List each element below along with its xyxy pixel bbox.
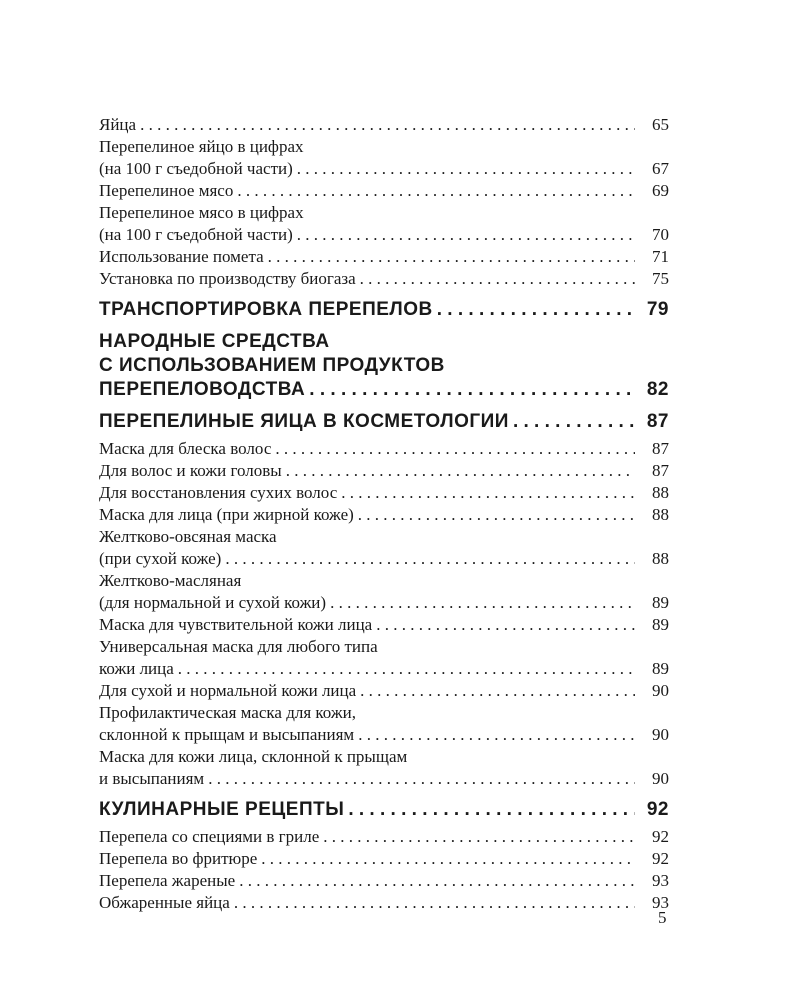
toc-line: [99, 548, 669, 570]
dot-leader: [178, 658, 635, 680]
dot-leader: [330, 592, 635, 614]
toc-entry[interactable]: [99, 570, 669, 614]
toc-entry-title-line: Маска для кожи лица, склонной к прыщам: [99, 747, 408, 766]
toc-page-number: 93: [635, 892, 669, 914]
dot-leader: [358, 724, 635, 746]
toc-entry-title: Перепелиное мясо: [99, 180, 237, 202]
dot-leader: [513, 410, 635, 434]
toc-page-number: 88: [635, 548, 669, 570]
toc-entry-title: Установка по производству биогаза: [99, 268, 360, 290]
toc-entry-title-line: Универсальная маска для любого типа: [99, 637, 378, 656]
dot-leader: [261, 848, 635, 870]
toc-entry-title: Для восстановления сухих волос: [99, 482, 341, 504]
toc-entry[interactable]: [99, 136, 669, 180]
toc-entry[interactable]: [99, 826, 669, 848]
toc-page-number: 93: [635, 870, 669, 892]
toc-line: [99, 504, 669, 526]
toc-entry-title: склонной к прыщам и высыпаниям: [99, 724, 358, 746]
toc-entry[interactable]: [99, 680, 669, 702]
toc-line: [99, 848, 669, 870]
dot-leader: [237, 180, 635, 202]
toc-page-number: 90: [635, 768, 669, 790]
toc-entry-title: Перепела со специями в гриле: [99, 826, 323, 848]
toc-entry-title: КУЛИНАРНЫЕ РЕЦЕПТЫ: [99, 798, 348, 822]
toc-line: [99, 614, 669, 636]
toc-line: [99, 658, 669, 680]
toc-entry-title-line: Профилактическая маска для кожи,: [99, 703, 356, 722]
toc-page-number: 69: [635, 180, 669, 202]
dot-leader: [297, 158, 635, 180]
dot-leader: [360, 680, 635, 702]
toc-entry-title: кожи лица: [99, 658, 178, 680]
dot-leader: [297, 224, 635, 246]
toc-entry-title: ТРАНСПОРТИРОВКА ПЕРЕПЕЛОВ: [99, 298, 437, 322]
toc-page-number: 79: [635, 298, 669, 322]
dot-leader: [275, 438, 635, 460]
toc-entry-title: Маска для лица (при жирной коже): [99, 504, 358, 526]
dot-leader: [358, 504, 635, 526]
toc-entry[interactable]: [99, 460, 669, 482]
toc-entry[interactable]: [99, 438, 669, 460]
toc-group-cooking: [99, 826, 669, 914]
dot-leader: [348, 798, 635, 822]
dot-leader: [225, 548, 635, 570]
toc-page-number: 89: [635, 658, 669, 680]
toc-entry[interactable]: [99, 614, 669, 636]
dot-leader: [309, 378, 635, 402]
toc-entry-title-line: Желтково-овсяная маска: [99, 527, 277, 546]
toc-line: [99, 680, 669, 702]
toc-entry[interactable]: [99, 636, 669, 680]
toc-page-number: 67: [635, 158, 669, 180]
toc-entry[interactable]: [99, 180, 669, 202]
dot-leader: [268, 246, 635, 268]
toc-entry-title-line: С ИСПОЛЬЗОВАНИЕМ ПРОДУКТОВ: [99, 355, 445, 376]
toc-section-folk-remedies[interactable]: [99, 330, 669, 402]
toc-line: [99, 268, 669, 290]
toc-section-cosmetology[interactable]: [99, 410, 669, 434]
toc-entry-title: ПЕРЕПЕЛОВОДСТВА: [99, 378, 309, 402]
table-of-contents: [99, 114, 669, 914]
toc-page-number: 82: [635, 378, 669, 402]
toc-entry[interactable]: [99, 202, 669, 246]
toc-entry-title: Яйца: [99, 114, 140, 136]
toc-entry-title-line: НАРОДНЫЕ СРЕДСТВА: [99, 331, 330, 352]
toc-section-cooking[interactable]: [99, 798, 669, 822]
toc-line: [99, 482, 669, 504]
toc-entry-title: (на 100 г съедобной части): [99, 158, 297, 180]
toc-line: [99, 180, 669, 202]
toc-entry-title: Маска для блеска волос: [99, 438, 275, 460]
dot-leader: [341, 482, 635, 504]
dot-leader: [140, 114, 635, 136]
page-number: 5: [658, 908, 667, 927]
toc-entry[interactable]: [99, 114, 669, 136]
toc-line: [99, 768, 669, 790]
dot-leader: [239, 870, 635, 892]
toc-line: [99, 870, 669, 892]
toc-entry-title: (на 100 г съедобной части): [99, 224, 297, 246]
toc-entry[interactable]: [99, 892, 669, 914]
dot-leader: [323, 826, 635, 848]
toc-entry-title: (для нормальной и сухой кожи): [99, 592, 330, 614]
toc-line: [99, 592, 669, 614]
toc-entry[interactable]: [99, 268, 669, 290]
toc-line: [99, 892, 669, 914]
toc-page-number: 87: [635, 438, 669, 460]
toc-entry-title: Обжаренные яйца: [99, 892, 234, 914]
toc-entry-title: и высыпаниям: [99, 768, 208, 790]
toc-entry-title: Маска для чувствительной кожи лица: [99, 614, 376, 636]
toc-page-number: 88: [635, 504, 669, 526]
toc-page-number: 90: [635, 680, 669, 702]
toc-group-cosmetology: [99, 438, 669, 790]
toc-entry-title-line: Желтково-масляная: [99, 571, 242, 590]
toc-entry-title-line: Перепелиное яйцо в цифрах: [99, 137, 304, 156]
toc-entry[interactable]: [99, 246, 669, 268]
toc-page-number: 90: [635, 724, 669, 746]
toc-group-eggs-meat: [99, 114, 669, 290]
toc-line: [99, 114, 669, 136]
toc-line: [99, 246, 669, 268]
toc-line: [99, 378, 669, 402]
toc-entry[interactable]: [99, 504, 669, 526]
toc-line: [99, 298, 669, 322]
dot-leader: [234, 892, 635, 914]
toc-page-number: 92: [635, 848, 669, 870]
toc-entry[interactable]: [99, 848, 669, 870]
toc-line: [99, 826, 669, 848]
toc-line: [99, 224, 669, 246]
toc-page-number: 75: [635, 268, 669, 290]
toc-line: [99, 460, 669, 482]
toc-page-number: 87: [635, 410, 669, 434]
toc-entry-title: Для сухой и нормальной кожи лица: [99, 680, 360, 702]
toc-entry-title: Использование помета: [99, 246, 268, 268]
toc-page-number: 87: [635, 460, 669, 482]
toc-line: [99, 410, 669, 434]
dot-leader: [360, 268, 635, 290]
toc-page-number: 65: [635, 114, 669, 136]
toc-page-number: 89: [635, 592, 669, 614]
toc-line: [99, 158, 669, 180]
dot-leader: [437, 298, 635, 322]
toc-entry[interactable]: [99, 526, 669, 570]
toc-page-number: 70: [635, 224, 669, 246]
toc-entry-title: Перепела во фритюре: [99, 848, 261, 870]
toc-entry[interactable]: [99, 702, 669, 746]
dot-leader: [286, 460, 635, 482]
toc-page-number: 92: [635, 798, 669, 822]
toc-entry-title: Перепела жареные: [99, 870, 239, 892]
toc-entry[interactable]: [99, 870, 669, 892]
toc-entry[interactable]: [99, 482, 669, 504]
toc-page-number: 71: [635, 246, 669, 268]
toc-page-number: 89: [635, 614, 669, 636]
toc-line: [99, 438, 669, 460]
dot-leader: [208, 768, 635, 790]
toc-entry-title: ПЕРЕПЕЛИНЫЕ ЯИЦА В КОСМЕТОЛОГИИ: [99, 410, 513, 434]
toc-entry-title: (при сухой коже): [99, 548, 225, 570]
toc-entry-title-line: Перепелиное мясо в цифрах: [99, 203, 304, 222]
toc-line: [99, 798, 669, 822]
toc-section-transport[interactable]: [99, 298, 669, 322]
toc-page-number: 92: [635, 826, 669, 848]
toc-entry-title: Для волос и кожи головы: [99, 460, 286, 482]
toc-page-number: 88: [635, 482, 669, 504]
dot-leader: [376, 614, 635, 636]
toc-line: [99, 724, 669, 746]
toc-entry[interactable]: [99, 746, 669, 790]
